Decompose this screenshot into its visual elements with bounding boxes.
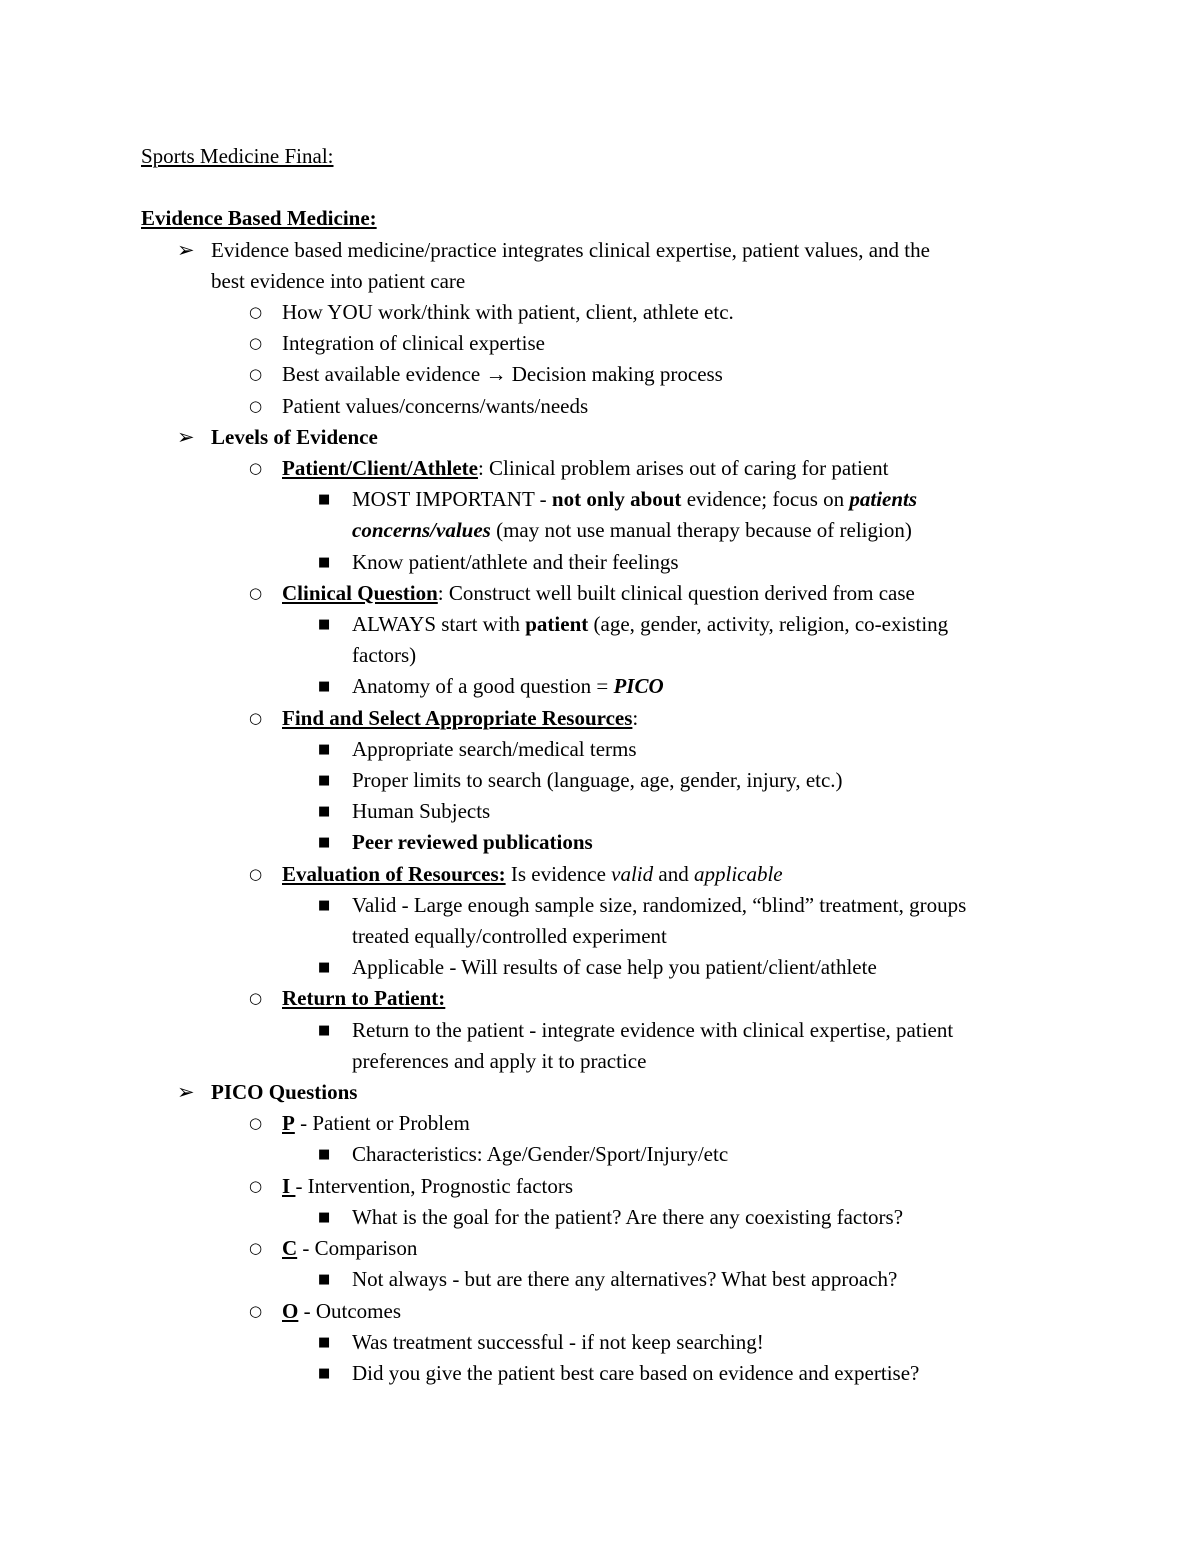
square-bullet-icon: ■ xyxy=(318,679,331,695)
square-bullet-icon: ■ xyxy=(318,1334,331,1350)
square-bullet-icon: ■ xyxy=(318,741,331,757)
arrow-bullet-icon: ➢ xyxy=(177,1080,195,1105)
list-item: ■ Valid - Large enough sample size, randomized, “blind” treatment, groups treated equally/controlled experiment xyxy=(0,890,1200,952)
list-item: ○ P - Patient or Problem xyxy=(0,1108,1200,1139)
square-bullet-icon: ■ xyxy=(318,617,331,633)
blank-line xyxy=(0,172,1200,203)
circle-bullet-icon: ○ xyxy=(249,1301,263,1320)
square-bullet-icon: ■ xyxy=(318,1209,331,1225)
list-item: ■ Characteristics: Age/Gender/Sport/Injury/etc xyxy=(0,1139,1200,1170)
section-heading: Evidence Based Medicine: xyxy=(141,206,377,231)
list-item: ○ Clinical Question: Construct well built clinical question derived from case xyxy=(0,578,1200,609)
square-bullet-icon: ■ xyxy=(318,1272,331,1288)
square-bullet-icon: ■ xyxy=(318,804,331,820)
list-item: ○ Best available evidence → Decision making process xyxy=(0,359,1200,390)
square-bullet-icon: ■ xyxy=(318,554,331,570)
list-item: ○ Integration of clinical expertise xyxy=(0,328,1200,359)
circle-bullet-icon: ○ xyxy=(249,365,263,384)
list-item: ➢ Evidence based medicine/practice integrates clinical expertise, patient values, and the best evidence into patient care xyxy=(0,235,1200,297)
circle-bullet-icon: ○ xyxy=(249,334,263,353)
list-item: ○ C - Comparison xyxy=(0,1233,1200,1264)
list-item: ○ Patient values/concerns/wants/needs xyxy=(0,391,1200,422)
document-content xyxy=(0,141,1200,1389)
circle-bullet-icon: ○ xyxy=(249,989,263,1008)
square-bullet-icon: ■ xyxy=(318,1365,331,1381)
list-item: ○ Patient/Client/Athlete: Clinical problem arises out of caring for patient xyxy=(0,453,1200,484)
circle-bullet-icon: ○ xyxy=(249,583,263,602)
list-item: ■ Know patient/athlete and their feelings xyxy=(0,547,1200,578)
list-item: ■ Return to the patient - integrate evidence with clinical expertise, patient preferences and apply it to practice xyxy=(0,1015,1200,1077)
square-bullet-icon: ■ xyxy=(318,773,331,789)
circle-bullet-icon: ○ xyxy=(249,396,263,415)
arrow-bullet-icon: ➢ xyxy=(177,237,195,262)
list-item: ○ How YOU work/think with patient, client, athlete etc. xyxy=(0,297,1200,328)
list-item: ■ Human Subjects xyxy=(0,796,1200,827)
circle-bullet-icon: ○ xyxy=(249,708,263,727)
list-item: ■ Proper limits to search (language, age, gender, injury, etc.) xyxy=(0,765,1200,796)
list-item: ■ ALWAYS start with patient (age, gender, activity, religion, co-existing factors) xyxy=(0,609,1200,671)
circle-bullet-icon: ○ xyxy=(249,1176,263,1195)
list-item: ○ I - Intervention, Prognostic factors xyxy=(0,1171,1200,1202)
list-item: ■ Not always - but are there any alternatives? What best approach? xyxy=(0,1264,1200,1295)
square-bullet-icon: ■ xyxy=(318,835,331,851)
square-bullet-icon: ■ xyxy=(318,1022,331,1038)
square-bullet-icon: ■ xyxy=(318,492,331,508)
arrow-bullet-icon: ➢ xyxy=(177,424,195,449)
square-bullet-icon: ■ xyxy=(318,960,331,976)
list-item: ➢ Levels of Evidence xyxy=(0,422,1200,453)
list-item: ○ Evaluation of Resources: Is evidence valid and applicable xyxy=(0,859,1200,890)
list-item: ■ MOST IMPORTANT - not only about evidence; focus on patients concerns/values (may not use manual therapy because of religion) xyxy=(0,484,1200,546)
square-bullet-icon: ■ xyxy=(318,897,331,913)
list-item: ■ Applicable - Will results of case help you patient/client/athlete xyxy=(0,952,1200,983)
list-item: ■ What is the goal for the patient? Are there any coexisting factors? xyxy=(0,1202,1200,1233)
circle-bullet-icon: ○ xyxy=(249,303,263,321)
list-item: ○ O - Outcomes xyxy=(0,1296,1200,1327)
list-item: ■ Did you give the patient best care based on evidence and expertise? xyxy=(0,1358,1200,1389)
list-item: ➢ PICO Questions xyxy=(0,1077,1200,1108)
square-bullet-icon: ■ xyxy=(318,1147,331,1163)
circle-bullet-icon: ○ xyxy=(249,1114,263,1133)
list-item: ■ Anatomy of a good question = PICO xyxy=(0,671,1200,702)
list-item: ○ Find and Select Appropriate Resources: xyxy=(0,703,1200,734)
circle-bullet-icon: ○ xyxy=(249,1239,263,1258)
list-item: ■ Was treatment successful - if not keep searching! xyxy=(0,1327,1200,1358)
circle-bullet-icon: ○ xyxy=(249,459,263,478)
list-item: ○ Return to Patient: xyxy=(0,983,1200,1014)
document-title: Sports Medicine Final: xyxy=(141,144,334,168)
circle-bullet-icon: ○ xyxy=(249,864,263,883)
list-item: ■ Appropriate search/medical terms xyxy=(0,734,1200,765)
list-item: ■ Peer reviewed publications xyxy=(0,827,1200,858)
